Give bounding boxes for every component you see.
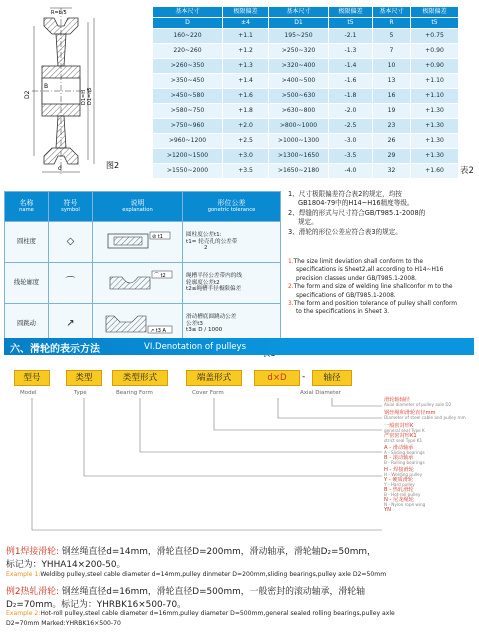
legend-item: 钢丝绳和滑轮直径mm Diameter of steel cable and pulley mm	[384, 410, 466, 421]
svg-text:↗ t3 A: ↗ t3 A	[149, 327, 166, 334]
note-line: to the specifications in Sheet 3.	[296, 309, 390, 316]
table-row	[153, 29, 459, 44]
row-name: 圆柱度	[5, 222, 49, 263]
th-explanation: 说明 explanation	[93, 192, 183, 222]
table-row	[153, 134, 459, 149]
dxD-box: d×D	[254, 370, 300, 386]
row-name: 线轮廓度	[5, 263, 49, 304]
legend-item: B - 滚动轴承 B - Rolling bearings	[384, 455, 425, 466]
legend-item: 滑轮轴轴径 Axial diameter of pulley axle D2	[384, 397, 452, 408]
th-sym: ±4	[223, 18, 269, 29]
th-tolerance: 形位公差 gonetric tolerance	[183, 192, 281, 222]
type-caption: Type	[74, 390, 87, 396]
note-line: 1、尺寸极限偏差符合表2的规定，均按	[288, 190, 402, 198]
legend-list	[384, 398, 476, 513]
legend-item: N - 尼龙绳轮 N - Nylon rope wing	[384, 497, 426, 508]
table-row	[5, 222, 281, 263]
table-cell: -1.3	[329, 44, 373, 59]
note-line: 2、焊缝的形式与尺寸符合GB/T985.1-2008的	[288, 208, 426, 217]
note-line: 3、滑轮的形位公差应符合表3的规定。	[288, 227, 402, 236]
notes-chinese	[288, 190, 476, 237]
note-line: 规定。	[298, 218, 318, 227]
note-line: precision classes under GB/T985.1-2008.	[296, 275, 417, 282]
table2-header-row1	[153, 7, 459, 18]
table-row	[153, 164, 459, 179]
note-line: specifications is Sheet2,all according to H14~H16	[296, 267, 444, 274]
table-cell: +1.60	[411, 164, 459, 179]
table2-label: 表2	[460, 166, 474, 176]
type-box: 类型	[66, 370, 102, 386]
row-name: 圆跳动	[5, 304, 49, 345]
explanation-diagram	[93, 222, 183, 263]
dim-d1h-label: D1=h5	[87, 87, 93, 105]
tolerance-text: 圆柱度公差t1: t1= 轮壳孔的公差带 2	[183, 222, 281, 263]
table-cell: >1650~2180	[269, 164, 329, 179]
table-cell: -1.6	[329, 74, 373, 89]
table-cell: 13	[373, 74, 411, 89]
table-cell: >750~960	[153, 119, 223, 134]
table3-form-tolerance	[4, 191, 281, 345]
table-cell: >320~400	[269, 59, 329, 74]
table-cell: >260~350	[153, 59, 223, 74]
table-cell: +0.90	[411, 59, 459, 74]
runout-symbol-icon: ↗	[49, 304, 93, 345]
explanation-diagram	[93, 263, 183, 304]
table-cell: +1.4	[223, 74, 269, 89]
table-cell: +1.8	[223, 104, 269, 119]
table-cell: >1550~2000	[153, 164, 223, 179]
example2-cn: 例2热轧滑轮: 钢丝绳直径d=16mm，滑轮直径D=500mm，一般密封的滚动轴承，滑轮轴	[6, 587, 365, 597]
table-cell: +1.2	[223, 44, 269, 59]
table-cell: 19	[373, 104, 411, 119]
legend-item: 严密密封形K1 strict seal Type K1	[384, 433, 423, 444]
example1-cn-line2: 标记为：YHHA14×200-50。	[6, 560, 126, 570]
table-row	[153, 149, 459, 164]
model-caption: Model	[20, 390, 37, 396]
svg-text:⊘ t1: ⊘ t1	[151, 233, 163, 240]
table-cell: >960~1200	[153, 134, 223, 149]
cover-form-caption: Cover Form	[192, 390, 224, 396]
table-cell: +3.5	[223, 164, 269, 179]
dim-d2-label: D2	[24, 90, 31, 99]
example1-cn: 例1焊接滑轮: 钢丝绳直径d=14mm，滑轮直径D=200mm，滑动轴承，滑轮轴D₂=50mm，	[6, 547, 376, 557]
th-sym: D	[153, 18, 223, 29]
example1-en: Example 1:Weldibg pulley,steel cable diameter d=14mm,pulley dinmeter D=200mm,sliding bearings,pulley axle D2=50mm	[6, 571, 387, 578]
table-cell: +1.10	[411, 74, 459, 89]
table-cell: +2.0	[223, 119, 269, 134]
table-cell: -2.0	[329, 104, 373, 119]
table-cell: +1.30	[411, 104, 459, 119]
table-cell: +1.30	[411, 134, 459, 149]
section-heading-bar	[4, 338, 474, 355]
table-cell: >350~450	[153, 74, 223, 89]
table-cell: +0.75	[411, 29, 459, 44]
th-sym: R	[373, 18, 411, 29]
note-line: 2.The form and size of welding line shallconfor m to the	[288, 284, 453, 291]
th-limit-dev: 极限偏差	[411, 7, 459, 18]
table-cell: >400~500	[269, 74, 329, 89]
table-row	[153, 89, 459, 104]
table-cell: 5	[373, 29, 411, 44]
table-cell: 32	[373, 164, 411, 179]
table-cell: +3.0	[223, 149, 269, 164]
table-cell: 26	[373, 134, 411, 149]
legend-item: YN	[384, 507, 392, 513]
table-cell: -3.5	[329, 149, 373, 164]
dim-b-label: B	[44, 83, 49, 90]
table-cell: +1.3	[223, 59, 269, 74]
bearing-form-box: 类型形式	[112, 370, 168, 386]
dim-d1-label: D1=H	[81, 90, 87, 105]
table-cell: -3.0	[329, 134, 373, 149]
legend-item: B - 热轧滑轮 B - Hot-roll pulley	[384, 487, 421, 498]
table-cell: >800~1000	[269, 119, 329, 134]
th-basic-size: 基本尺寸	[269, 7, 329, 18]
section-title-en: VI.Denotation of pulleys	[144, 342, 246, 352]
note-line: GB1804-79中的H14~H16精度等级。	[298, 199, 414, 208]
table-cell: >250~320	[269, 44, 329, 59]
notes-english	[288, 258, 476, 317]
table2-header-row2	[153, 18, 459, 29]
table3-header-row	[5, 192, 281, 222]
example2-en: Example 2:Hot-roll pulley,steel cable diameter d=16mm,pulley diameter D=500mm,general sealed rolling bearings,pulley axle	[6, 610, 395, 617]
th-sym: D1	[269, 18, 329, 29]
table-cell: 23	[373, 119, 411, 134]
th-name: 名称 name	[5, 192, 49, 222]
model-box: 型号	[14, 370, 50, 386]
table-cell: -1.8	[329, 89, 373, 104]
table-cell: >1200~1500	[153, 149, 223, 164]
table-row	[153, 74, 459, 89]
th-limit-dev: 极限偏差	[223, 7, 269, 18]
table-row	[153, 119, 459, 134]
table-cell: 16	[373, 89, 411, 104]
note-line: 1.The size limit deviation shall conform to the	[288, 259, 424, 265]
th-sym: t5	[411, 18, 459, 29]
table-cell: +0.90	[411, 44, 459, 59]
section-title-cn: 六、滑轮的表示方法	[10, 344, 100, 355]
table-cell: 29	[373, 149, 411, 164]
table2-limit-deviation	[152, 6, 459, 179]
table-cell: 10	[373, 59, 411, 74]
legend-item: 一般密封形K general seal Type K	[384, 423, 425, 434]
table-cell: >1300~1650	[269, 149, 329, 164]
table-cell: 7	[373, 44, 411, 59]
tolerance-text: 滑动槽底圆跳动公差 公差t3 t3≤ D / 1000	[183, 304, 281, 345]
dim-top-label: R=b/5	[51, 10, 67, 16]
axial-diameter-caption: Axial Diameter	[300, 390, 341, 396]
cylindricity-symbol-icon: ◇	[49, 222, 93, 263]
table-cell: +2.5	[223, 134, 269, 149]
legend-item: Y - 硬质滑轮 Y - Hard pulley	[384, 477, 415, 488]
table-row	[153, 104, 459, 119]
bearing-form-caption: Bearing Form	[116, 390, 153, 396]
table-cell: 160~220	[153, 29, 223, 44]
table-row	[5, 263, 281, 304]
profile-symbol-icon: ⌒	[49, 263, 93, 304]
figure2-label: 图2	[106, 161, 120, 170]
table-cell: -2.1	[329, 29, 373, 44]
pulley-cross-section-figure	[4, 4, 150, 176]
model-separator: -	[302, 372, 306, 382]
th-basic-size: 基本尺寸	[153, 7, 223, 18]
table-row	[153, 44, 459, 59]
table-cell: -1.4	[329, 59, 373, 74]
th-sym: t5	[329, 18, 373, 29]
th-limit-dev: 极限偏差	[329, 7, 373, 18]
table-cell: >1000~1300	[269, 134, 329, 149]
note-line: specifications of GB/T985.1-2008.	[296, 292, 396, 299]
legend-item: A - 滑动轴承 A - Sliding bearings	[384, 445, 425, 456]
axial-diameter-box: 轴径	[312, 370, 352, 386]
svg-text:⌒ t2: ⌒ t2	[153, 272, 166, 279]
legend-item: H - 焊接滑轮 H - Welding pulley	[384, 467, 423, 478]
table-cell: >450~580	[153, 89, 223, 104]
table-cell: >500~630	[269, 89, 329, 104]
table-cell: 220~260	[153, 44, 223, 59]
table-cell: -4.0	[329, 164, 373, 179]
cover-form-box: 端盖形式	[186, 370, 242, 386]
dim-d-label: d	[58, 165, 62, 172]
th-basic-size: 基本尺寸	[373, 7, 411, 18]
table-cell: +1.10	[411, 89, 459, 104]
example2-en-line2: D2=70mm Marked:YHRBK16×500-70	[6, 620, 121, 627]
note-line: 3.The form and position tolerance of pulley shall conform	[288, 301, 458, 308]
table-cell: +1.6	[223, 89, 269, 104]
table-cell: +1.30	[411, 119, 459, 134]
table-cell: 195~250	[269, 29, 329, 44]
table-cell: +1.1	[223, 29, 269, 44]
table-cell: -2.5	[329, 119, 373, 134]
th-symbol: 符号 symbol	[49, 192, 93, 222]
table-cell: >630~800	[269, 104, 329, 119]
table-row	[153, 59, 459, 74]
example2-cn-line2: D₂=70mm。标记为：YHRBK16×500-70。	[6, 600, 186, 610]
tolerance-text: 绳槽半径公差带内的线 轮廓度公差t2 t2≤绳槽半径极限偏差	[183, 263, 281, 304]
table-cell: +1.30	[411, 149, 459, 164]
table-cell: >580~750	[153, 104, 223, 119]
